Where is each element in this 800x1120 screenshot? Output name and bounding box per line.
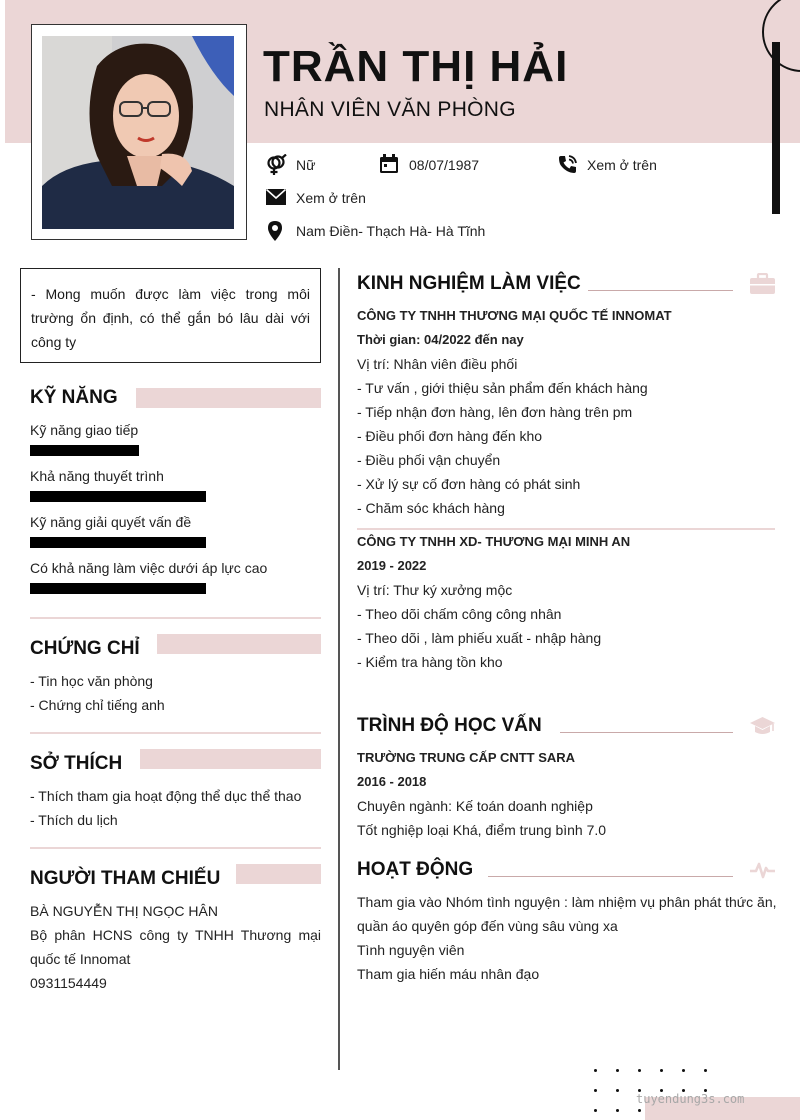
job-line: - Xử lý sự cố đơn hàng có phát sinh — [357, 476, 581, 492]
email-value: Xem ở trên — [296, 190, 366, 206]
email-icon — [266, 189, 286, 205]
reference-company: quốc tế Innomat — [30, 951, 131, 967]
contact-email — [266, 188, 396, 210]
contact-gender — [265, 154, 365, 176]
watermark: tuyendung3s.com — [636, 1092, 745, 1106]
education-period: 2016 - 2018 — [357, 774, 427, 789]
skill-level-bar — [30, 583, 206, 594]
job-line: - Theo dõi chấm công công nhân — [357, 606, 562, 622]
certificates-heading: CHỨNG CHỈ — [30, 638, 140, 659]
contact-phone — [557, 154, 687, 176]
skills-heading: KỸ NĂNG — [30, 387, 118, 408]
briefcase-icon — [749, 273, 776, 295]
skill-label: Kỹ năng giao tiếp — [30, 422, 139, 438]
heading-rule — [560, 732, 733, 733]
experience-heading: KINH NGHIỆM LÀM VIỆC — [357, 273, 581, 294]
skill-level-bar — [30, 491, 206, 502]
career-objective: - Mong muốn được làm việc trong môi trường ổn định, có thể gắn bó lâu dài với công ty — [20, 268, 321, 363]
divider — [30, 847, 321, 849]
reference-name: BÀ NGUYỄN THỊ NGỌC HÂN — [30, 903, 218, 919]
reference-heading-bar — [236, 864, 321, 884]
calendar-icon — [379, 154, 399, 174]
full-name: TRẦN THỊ HẢI — [263, 42, 569, 91]
portrait-illustration — [42, 36, 234, 229]
job-line: - Kiểm tra hàng tồn kho — [357, 654, 503, 670]
job-period: Thời gian: 04/2022 đến nay — [357, 332, 524, 347]
job-period: 2019 - 2022 — [357, 558, 427, 573]
activity-line: Tham gia hiến máu nhân đạo — [357, 966, 540, 982]
job-line: - Tư vấn , giới thiệu sản phẩm đến khách hàng — [357, 380, 648, 396]
divider — [30, 732, 321, 734]
reference-position: Bộ phân HCNS công ty TNHH Thương mại — [30, 927, 321, 943]
dob-value: 08/07/1987 — [409, 157, 480, 173]
education-grade: Tốt nghiệp loại Khá, điểm trung bình 7.0 — [357, 822, 607, 838]
skill-label: Có khả năng làm việc dưới áp lực cao — [30, 560, 268, 576]
job-title: NHÂN VIÊN VĂN PHÒNG — [264, 98, 516, 121]
hobby-item: - Thích tham gia hoạt động thể dục thể thao — [30, 788, 302, 804]
heartbeat-icon — [749, 860, 776, 880]
heading-rule — [588, 290, 733, 291]
job-line: - Theo dõi , làm phiếu xuất - nhập hàng — [357, 630, 602, 646]
certificate-item: - Chứng chỉ tiếng anh — [30, 697, 165, 713]
education-major: Chuyên ngành: Kế toán doanh nghiệp — [357, 798, 593, 814]
hobbies-heading: SỞ THÍCH — [30, 753, 123, 774]
activity-line: Tham gia vào Nhóm tình nguyện : làm nhiệm vụ phân phát thức ăn, — [357, 894, 777, 910]
decorative-bar — [772, 42, 780, 214]
graduation-cap-icon — [749, 716, 776, 736]
education-heading: TRÌNH ĐỘ HỌC VẤN — [357, 715, 542, 736]
skill-label: Kỹ năng giải quyết vấn đề — [30, 514, 192, 530]
heading-rule — [488, 876, 733, 877]
job-line: - Tiếp nhận đơn hàng, lên đơn hàng trên pm — [357, 404, 633, 420]
school-name: TRƯỜNG TRUNG CẤP CNTT SARA — [357, 750, 576, 765]
skill-level-bar — [30, 537, 206, 548]
certificates-heading-bar — [157, 634, 321, 654]
contact-address — [265, 220, 525, 242]
contact-dob — [379, 154, 519, 176]
skills-heading-bar — [136, 388, 321, 408]
activity-line: quần áo quyên góp đến vùng sâu vùng xa — [357, 918, 618, 934]
divider — [357, 528, 775, 530]
gender-value: Nữ — [296, 157, 316, 173]
skill-level-bar — [30, 445, 139, 456]
hobbies-heading-bar — [140, 749, 321, 769]
job-line: - Điều phối vận chuyển — [357, 452, 501, 468]
activity-line: Tình nguyện viên — [357, 942, 465, 958]
job-company: CÔNG TY TNHH THƯƠNG MẠI QUỐC TẾ INNOMAT — [357, 308, 672, 323]
job-line: - Điều phối đơn hàng đến kho — [357, 428, 543, 444]
column-divider — [338, 268, 340, 1070]
location-pin-icon — [265, 220, 285, 242]
address-value: Nam Điền- Thạch Hà- Hà Tĩnh — [296, 223, 486, 239]
hobby-item: - Thích du lịch — [30, 812, 118, 828]
avatar — [42, 36, 234, 229]
job-line: - Chăm sóc khách hàng — [357, 500, 505, 516]
job-line: Vị trí: Thư ký xưởng mộc — [357, 582, 513, 598]
skill-label: Khả năng thuyết trình — [30, 468, 164, 484]
reference-phone: 0931154449 — [30, 975, 107, 991]
gender-icon — [265, 154, 287, 176]
reference-heading: NGƯỜI THAM CHIẾU — [30, 868, 221, 889]
job-company: CÔNG TY TNHH XD- THƯƠNG MẠI MINH AN — [357, 534, 631, 549]
certificate-item: - Tin học văn phòng — [30, 673, 153, 689]
phone-value: Xem ở trên — [587, 157, 657, 173]
divider — [30, 617, 321, 619]
job-line: Vị trí: Nhân viên điều phối — [357, 356, 518, 372]
activities-heading: HOẠT ĐỘNG — [357, 859, 474, 880]
phone-icon — [557, 154, 578, 175]
